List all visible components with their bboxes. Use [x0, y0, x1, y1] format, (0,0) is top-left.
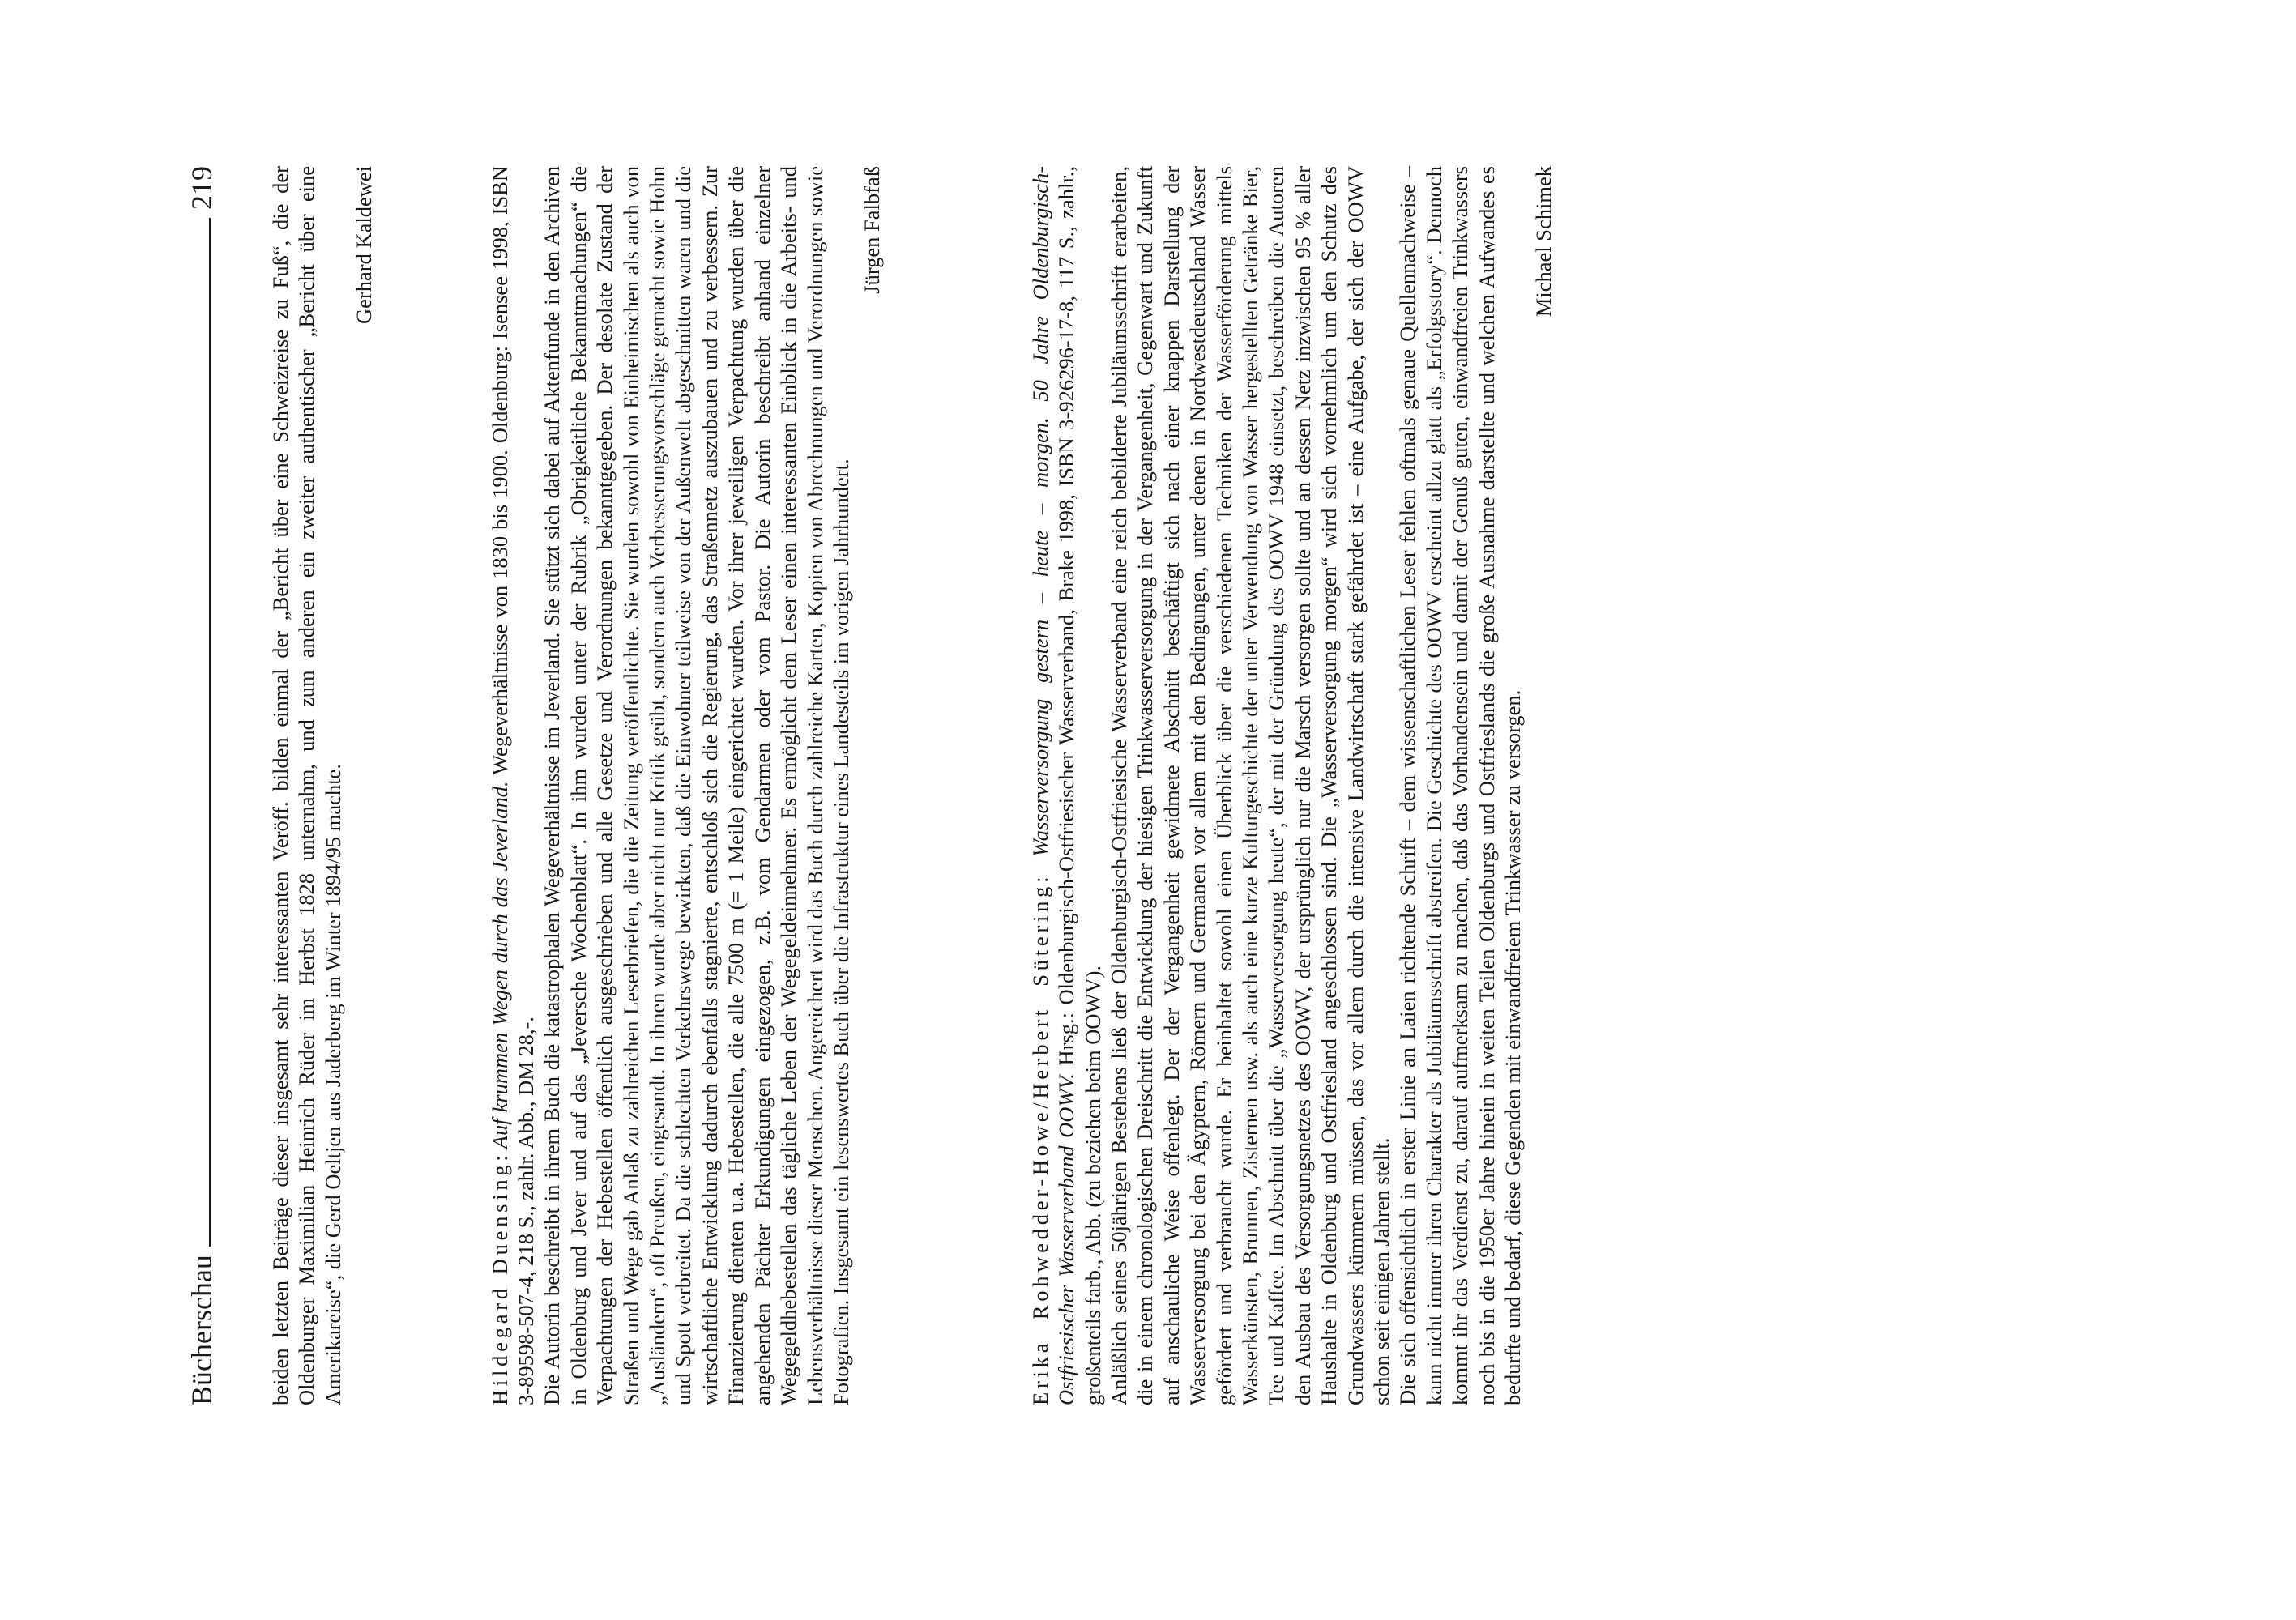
reviewer-signature: Michael Schimek [1531, 166, 1556, 318]
book-title: Auf krummen Wegen durch das Jeverland. [487, 781, 512, 1149]
review-body: Anläßlich seines 50jährigen Bestehens ließ der Oldenburgisch-Ostfriesische Wasserverband eine reich bebilderte Jubiläumsschrift erarbeiten, die in einem chronologischen Dreischritt die Entwicklung der hiesigen Trinkwasserversorgung in der Vergangenheit, Gegenwart und Zukunft auf anschauliche Weise offenlegt. Der der Vergangenheit gewidmete Abschnitt beschäftigt sich nach einer knappen Darstellung der Wasserversorgung bei den Ägyptern, Römern und Germanen vor allem mit den Bedingungen, unter denen in Nordwestdeutschland Wasser gefördert und verbraucht wurde. Er beinhaltet sowohl einen Überblick über die verschiedenen Techniken der Wasserförderung mittels Wasserkünsten, Brunnen, Zisternen usw. als auch eine kurze Kulturgeschichte der unter Verwendung von Wasser hergestellten Getränke Bier, Tee und Kaffee. Im Abschnitt über die „Wasserversorgung heute“, der mit der Gründung des OOWV 1948 einsetzt, beschreiben die Autoren den Ausbau des Versorgungsnetzes des OOWV, der ursprünglich nur die Marsch versorgen sollte und an dessen Netz inzwischen 95 % aller Haushalte in Oldenburg und Ostfriesland angeschlossen sind. Die „Wasserversorgung morgen“ wird sich vornehmlich um den Schutz des Grundwassers kümmern müssen, das vor allem durch die intensive Landwirtschaft stark gefährdet ist – eine Aufgabe, der sich der OOWV schon seit einigen Jahren stellt. [1106, 166, 1393, 1405]
review-body-continued: Die sich offensichtlich in erster Linie an Laien richtende Schrift – dem wissenschaftlichen Leser fehlen oftmals genaue Quellennachweise – kann nicht immer ihren Charakter als Jubiläumsschrift abstreifen. Die Geschichte des OOWV erscheint allzu glatt als „Erfolgsstory“. Dennoch kommt ihr das Verdienst zu, darauf aufmerksam zu machen, daß das Vorhandensein und damit der Genuß guten, einwandfreien Trinkwassers noch bis in die 1950er Jahre hinein in weiten Teilen Oldenburgs und Ostfrieslands die große Ausnahme darstellte und welchen Aufwandes es bedurfte und bedarf, diese Gegenden mit einwandfreiem Trinkwasser zu versorgen. [1395, 166, 1526, 1405]
book-citation: Hrsg.: Oldenburgisch-Ostfriesischer Wasserverband, Brake 1998, ISBN 3-926296-17-8, 117 S., zahlr., großenteils farb., Abb. (zu beziehen beim OOWV). [1054, 166, 1105, 1405]
book-author: Erika Rohwedder-Howe/Herbert Sütering: [1027, 872, 1052, 1405]
review-body: beiden letzten Beiträge dieser insgesamt sehr interessanten Veröff. bilden einmal der „Bericht über eine Schweizreise zu Fuß“, die der Oldenburger Maximilian Heinrich Rüder im Herbst 1828 unternahm, und zum anderen ein zweiter authentischer „Bericht über eine Amerikareise“, die Gerd Oeltjen aus Jaderberg im Winter 1894/95 machte. [268, 166, 345, 1405]
book-citation: Wegeverhältnisse von 1830 bis 1900. Oldenburg: Isensee 1998, ISBN 3-89598-507-4, 218 S., zahlr. Abb., DM 28,-. [487, 166, 539, 1405]
header-rule [209, 218, 211, 1247]
page-number: 219 [186, 166, 218, 210]
running-header [166, 166, 218, 1405]
page-content [267, 166, 1557, 1405]
review-oowv [1027, 166, 1557, 1405]
book-author: Hildegard Duensing [487, 1161, 512, 1405]
review-header: Hildegard Duensing: Auf krummen Wegen durch das Jeverland. Wegeverhältnisse von 1830 bis 1900. Oldenburg: Isensee 1998, ISBN 3-89598-507-4, 218 S., zahlr. Abb., DM 28,-. [487, 166, 539, 1405]
review-duensing [487, 166, 886, 1405]
section-title: Bücherschau [186, 1255, 218, 1405]
reviewer-signature: Gerhard Kaldewei [352, 166, 377, 324]
review-kaldewei [267, 166, 378, 1405]
review-header [1027, 166, 1106, 1405]
review-body: Die Autorin beschreibt in ihrem Buch die katastrophalen Wegeverhältnisse im Jeverland. Sie stützt sich dabei auf Aktenfunde in den Archiven in Oldenburg und Jever und auf das „Jeversche Wochenblatt“. In ihm wurden unter der Rubrik „Obrigkeitliche Bekanntmachungen“ die Verpachtungen der Hebestellen öffentlich ausgeschrieben und alle Gesetze und Verordnungen bekanntgegeben. Der desolate Zustand der Straßen und Wege gab Anlaß zu zahlreichen Leserbriefen, die die Zeitung veröffentlichte. Sie wurden sowohl von Einheimischen als auch von „Ausländern“, oft Preußen, eingesandt. In ihnen wurde aber nicht nur Kritik geübt, sondern auch Verbesserungsvorschläge gemacht sowie Hohn und Spott verbreitet. Da die schlechten Verkehrswege bewirkten, daß die Einwohner teilweise von der Außenwelt abgeschnitten waren und die wirtschaftliche Entwicklung dadurch ebenfalls stagnierte, entschloß sich die Regierung, das Straßennetz auszubauen und zu verbessern. Zur Finanzierung dienten u.a. Hebestellen, die alle 7500 m (= 1 Meile) eingerichtet wurden. Vor ihrer jeweiligen Verpachtung wurden über die angehenden Pächter Erkundigungen eingezogen, z.B. vom Gendarmen oder vom Pastor. Die Autorin beschreibt anhand einzelner Wegegeldhebestellen das tägliche Leben der Wegegeldeinnehmer. Es ermöglicht dem Leser einen interessanten Einblick in die Arbeits- und Lebensverhältnisse dieser Menschen. Angereichert wird das Buch durch zahlreiche Karten, Kopien von Abrechnungen und Verordnungen sowie Fotografien. Insgesamt ein lesenswertes Buch über die Infrastruktur eines Landesteils im vorigen Jahrhundert. [540, 166, 853, 1405]
book-title: Wasserversorgung gestern – heute – morgen. 50 Jahre Oldenburgisch-Ostfriesischer Wasserverband OOWV. [1027, 165, 1079, 1405]
reviewer-signature: Jürgen Falbfaß [860, 166, 885, 294]
